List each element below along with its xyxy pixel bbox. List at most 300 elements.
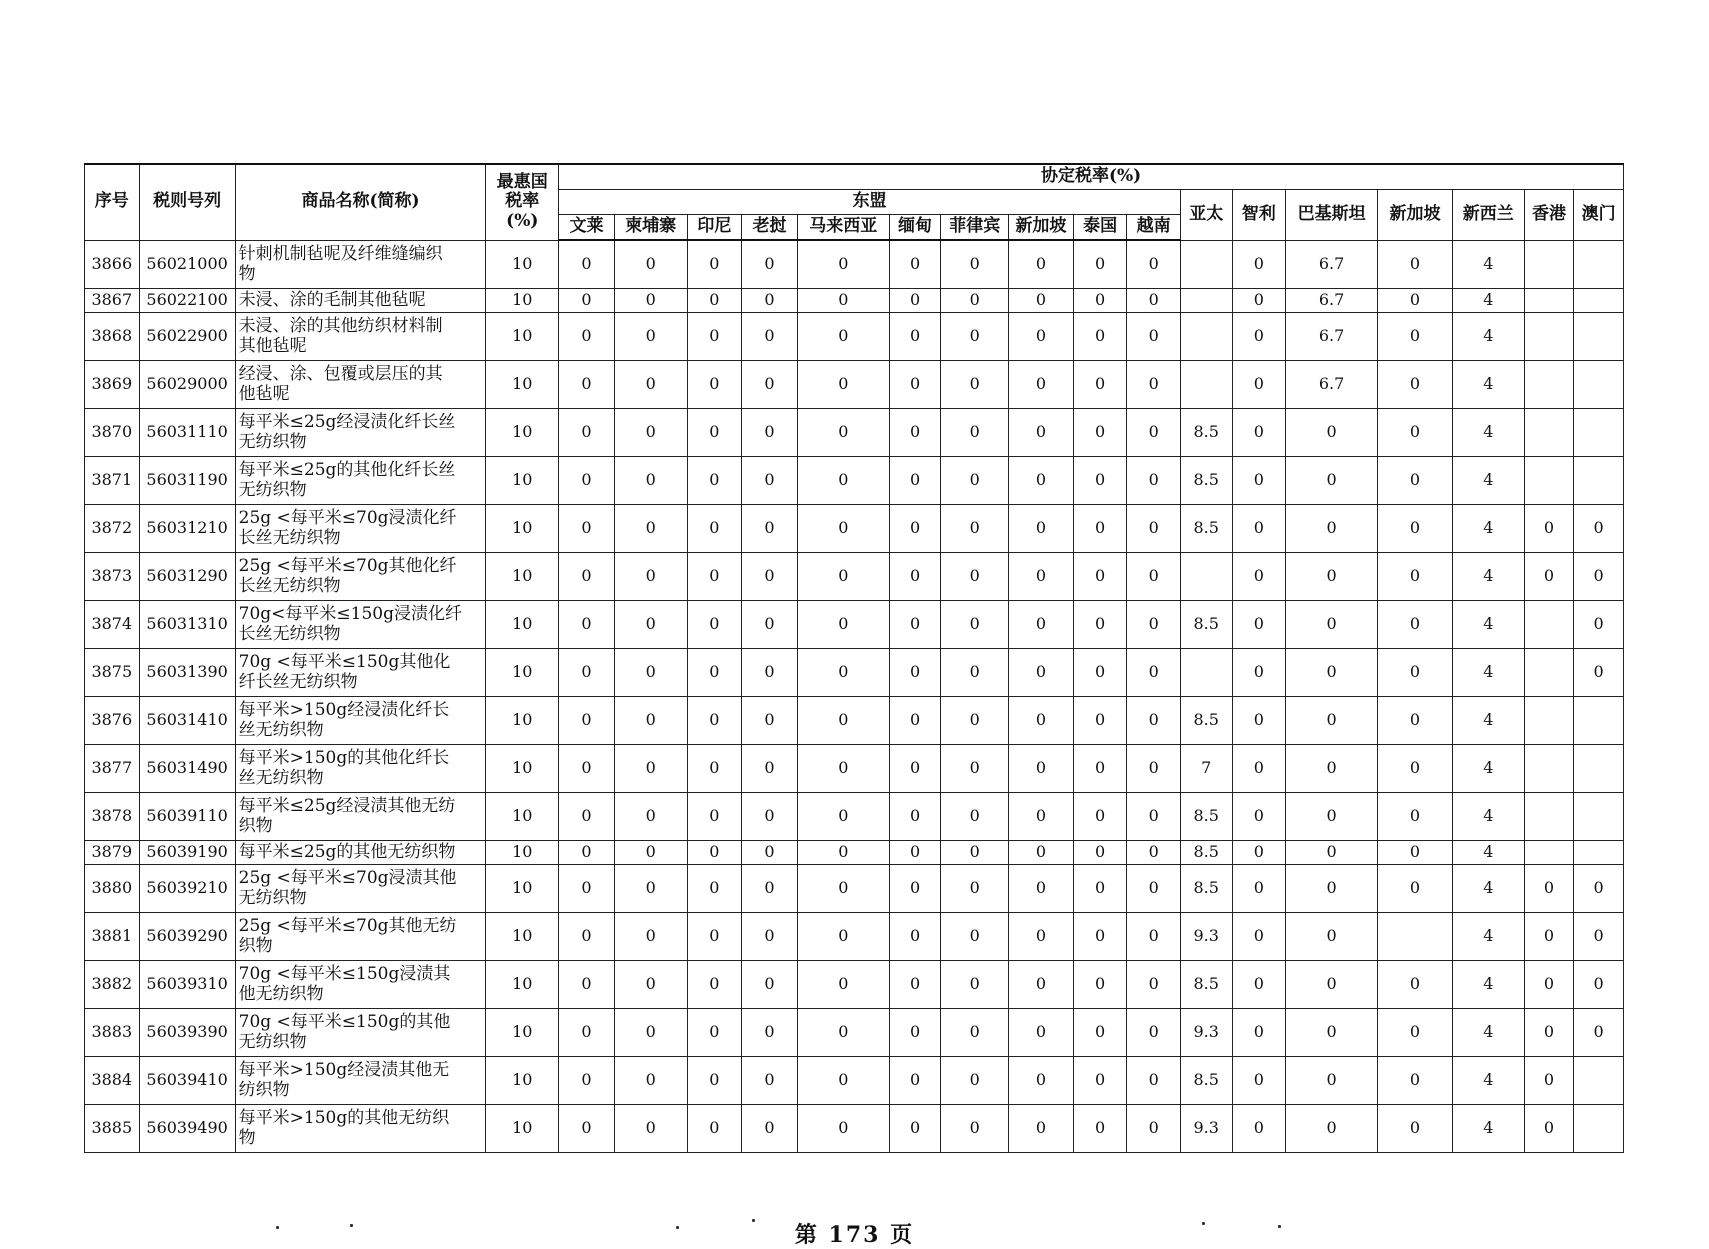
mfn-rate-cell: 10 [486, 600, 559, 648]
table-row [85, 288, 1624, 312]
agreed-rate-cell [1574, 1056, 1624, 1104]
agreed-rate-cell: 0 [941, 912, 1009, 960]
agreed-rate-cell: 0 [1574, 960, 1624, 1008]
code-cell: 56039310 [139, 960, 235, 1008]
seq-cell: 3883 [85, 1008, 140, 1056]
agreed-rate-cell: 0 [559, 696, 615, 744]
agreed-rate-cell: 0 [559, 1104, 615, 1152]
agreed-rate-cell: 0 [1286, 600, 1378, 648]
agreed-rate-cell: 0 [1286, 792, 1378, 840]
agreed-rate-cell: 0 [1073, 792, 1127, 840]
agreed-rate-cell: 8.5 [1180, 456, 1232, 504]
agreed-rate-cell: 4 [1452, 744, 1524, 792]
agreed-rate-cell: 0 [1009, 1056, 1074, 1104]
name-line: 每平米>150g的其他化纤长 [238, 747, 450, 768]
mfn-header-line: 税率 [505, 191, 540, 212]
agreed-rate-cell: 0 [1232, 288, 1286, 312]
name-cell [235, 504, 486, 552]
agreed-rate-cell: 4 [1452, 960, 1524, 1008]
agreed-rate-cell: 0 [687, 648, 742, 696]
table-row [85, 1056, 1624, 1104]
agreed-rate-cell: 0 [687, 864, 742, 912]
agreed-rate-cell: 4 [1452, 408, 1524, 456]
seq-cell: 3867 [85, 288, 140, 312]
col-header-other: 亚太 [1180, 190, 1232, 241]
agreed-rate-cell: 0 [687, 360, 742, 408]
agreed-rate-cell: 4 [1452, 840, 1524, 864]
name-cell [235, 288, 486, 312]
name-line: 织物 [238, 816, 273, 836]
agreed-rate-cell [1574, 744, 1624, 792]
agreed-rate-cell: 8.5 [1180, 864, 1232, 912]
agreed-rate-cell: 4 [1452, 1104, 1524, 1152]
agreed-rate-cell: 0 [742, 1056, 798, 1104]
agreed-rate-cell: 0 [1286, 504, 1378, 552]
agreed-rate-cell: 0 [1009, 696, 1074, 744]
agreed-rate-cell: 0 [797, 240, 889, 288]
tariff-rate-table [84, 163, 1624, 1153]
code-cell: 56039210 [139, 864, 235, 912]
agreed-rate-cell: 7 [1180, 744, 1232, 792]
agreed-rate-cell: 0 [1378, 240, 1453, 288]
agreed-rate-cell: 0 [1073, 408, 1127, 456]
agreed-rate-cell: 0 [742, 792, 798, 840]
col-header-asean-member: 菲律宾 [941, 215, 1009, 241]
seq-cell: 3870 [85, 408, 140, 456]
agreed-rate-cell: 0 [1009, 504, 1074, 552]
agreed-rate-cell: 0 [1524, 504, 1574, 552]
agreed-rate-cell: 0 [797, 1008, 889, 1056]
code-cell: 56021000 [139, 240, 235, 288]
agreed-rate-cell: 0 [1127, 1056, 1181, 1104]
agreed-rate-cell: 0 [797, 504, 889, 552]
agreed-rate-cell: 0 [614, 840, 687, 864]
agreed-rate-cell: 0 [797, 552, 889, 600]
table-row [85, 864, 1624, 912]
agreed-rate-cell: 0 [1524, 1056, 1574, 1104]
mfn-rate-cell: 10 [486, 864, 559, 912]
agreed-rate-cell: 0 [889, 744, 941, 792]
agreed-rate-cell: 0 [1524, 864, 1574, 912]
agreed-rate-cell: 0 [559, 1056, 615, 1104]
agreed-rate-cell: 0 [1073, 456, 1127, 504]
agreed-rate-cell: 0 [1232, 744, 1286, 792]
table-row [85, 960, 1624, 1008]
agreed-rate-cell: 0 [1286, 960, 1378, 1008]
agreed-rate-cell: 0 [1127, 912, 1181, 960]
agreed-rate-cell: 0 [559, 456, 615, 504]
agreed-rate-cell: 0 [797, 1104, 889, 1152]
agreed-rate-cell: 0 [1524, 912, 1574, 960]
code-cell: 56031190 [139, 456, 235, 504]
agreed-rate-cell: 0 [559, 744, 615, 792]
agreed-rate-cell: 0 [687, 504, 742, 552]
table-row [85, 1104, 1624, 1152]
agreed-rate-cell: 4 [1452, 360, 1524, 408]
agreed-rate-cell [1180, 648, 1232, 696]
name-line: 物 [238, 264, 256, 284]
code-cell: 56031290 [139, 552, 235, 600]
agreed-rate-cell: 0 [941, 648, 1009, 696]
mfn-rate-cell: 10 [486, 840, 559, 864]
agreed-rate-cell: 0 [742, 744, 798, 792]
mfn-header-line: 最惠国 [496, 171, 548, 192]
agreed-rate-cell: 0 [797, 360, 889, 408]
agreed-rate-cell: 0 [559, 1008, 615, 1056]
agreed-rate-cell: 6.7 [1286, 240, 1378, 288]
agreed-rate-cell: 0 [1286, 744, 1378, 792]
agreed-rate-cell: 0 [797, 744, 889, 792]
name-line: 70g <每平米≤150g其他化 [238, 651, 451, 672]
name-line: 无纺织物 [238, 888, 307, 908]
agreed-rate-cell: 0 [1127, 1008, 1181, 1056]
agreed-rate-cell [1180, 552, 1232, 600]
code-cell: 56022900 [139, 312, 235, 360]
agreed-rate-cell: 0 [1127, 648, 1181, 696]
name-cell [235, 552, 486, 600]
agreed-rate-cell: 0 [1524, 1008, 1574, 1056]
agreed-rate-cell: 0 [1378, 360, 1453, 408]
col-header-asean-member: 文莱 [559, 215, 615, 241]
agreed-rate-cell: 4 [1452, 1008, 1524, 1056]
name-cell [235, 312, 486, 360]
agreed-rate-cell: 0 [941, 360, 1009, 408]
code-cell: 56039110 [139, 792, 235, 840]
agreed-rate-cell: 0 [1127, 408, 1181, 456]
agreed-rate-cell: 0 [1286, 648, 1378, 696]
agreed-rate-cell: 0 [687, 288, 742, 312]
mfn-rate-cell: 10 [486, 1056, 559, 1104]
agreed-rate-cell: 0 [1286, 696, 1378, 744]
name-line: 每平米≤25g的其他化纤长丝 [238, 459, 456, 480]
agreed-rate-cell: 8.5 [1180, 792, 1232, 840]
agreed-rate-cell: 0 [559, 240, 615, 288]
agreed-rate-cell: 0 [687, 312, 742, 360]
code-cell: 56031310 [139, 600, 235, 648]
name-line: 纤长丝无纺织物 [238, 672, 358, 692]
agreed-rate-cell: 0 [1232, 360, 1286, 408]
agreed-rate-cell: 4 [1452, 240, 1524, 288]
name-cell [235, 840, 486, 864]
agreed-rate-cell: 4 [1452, 288, 1524, 312]
agreed-rate-cell [1524, 792, 1574, 840]
agreed-rate-cell: 0 [1009, 240, 1074, 288]
agreed-rate-cell: 0 [687, 696, 742, 744]
agreed-rate-cell: 0 [1127, 288, 1181, 312]
name-line: 25g <每平米≤70g其他无纺 [238, 915, 457, 936]
agreed-rate-cell [1180, 312, 1232, 360]
table-row [85, 240, 1624, 288]
agreed-rate-cell: 0 [1009, 1104, 1074, 1152]
agreed-rate-cell: 0 [889, 792, 941, 840]
agreed-rate-cell: 6.7 [1286, 360, 1378, 408]
agreed-rate-cell: 0 [687, 912, 742, 960]
agreed-rate-cell: 0 [797, 864, 889, 912]
agreed-rate-cell [1524, 456, 1574, 504]
agreed-rate-cell: 4 [1452, 600, 1524, 648]
name-line: 25g <每平米≤70g其他化纤 [238, 555, 457, 576]
agreed-rate-cell: 0 [1232, 600, 1286, 648]
agreed-rate-cell: 0 [687, 744, 742, 792]
agreed-rate-cell [1574, 360, 1624, 408]
col-header-asean-member: 缅甸 [889, 215, 941, 241]
code-cell: 56031390 [139, 648, 235, 696]
agreed-rate-cell: 0 [1009, 312, 1074, 360]
agreed-rate-cell: 0 [559, 912, 615, 960]
agreed-rate-cell [1180, 288, 1232, 312]
agreed-rate-cell: 0 [614, 240, 687, 288]
agreed-rate-cell: 0 [1232, 240, 1286, 288]
agreed-rate-cell [1524, 360, 1574, 408]
agreed-rate-cell: 0 [1127, 600, 1181, 648]
agreed-rate-cell: 0 [1378, 1056, 1453, 1104]
agreed-rate-cell: 0 [1286, 1056, 1378, 1104]
agreed-rate-cell: 0 [742, 552, 798, 600]
mfn-rate-cell: 10 [486, 288, 559, 312]
agreed-rate-cell: 0 [1009, 960, 1074, 1008]
agreed-rate-cell: 0 [1073, 552, 1127, 600]
agreed-rate-cell: 4 [1452, 552, 1524, 600]
seq-cell: 3879 [85, 840, 140, 864]
seq-cell: 3868 [85, 312, 140, 360]
agreed-rate-cell: 0 [941, 312, 1009, 360]
code-cell: 56031210 [139, 504, 235, 552]
agreed-rate-cell: 0 [1232, 648, 1286, 696]
agreed-rate-cell: 0 [1073, 864, 1127, 912]
agreed-rate-cell [1524, 696, 1574, 744]
agreed-rate-cell: 0 [1127, 744, 1181, 792]
agreed-rate-cell: 0 [941, 600, 1009, 648]
agreed-rate-cell [1574, 696, 1624, 744]
name-line: 经浸、涂、包覆或层压的其 [238, 363, 443, 384]
seq-cell: 3885 [85, 1104, 140, 1152]
agreed-rate-cell: 0 [1009, 1008, 1074, 1056]
col-header-other: 香港 [1524, 190, 1574, 241]
mfn-rate-cell: 10 [486, 648, 559, 696]
name-line: 丝无纺织物 [238, 768, 324, 788]
mfn-rate-cell: 10 [486, 912, 559, 960]
agreed-rate-cell: 4 [1452, 864, 1524, 912]
agreed-rate-cell [1524, 288, 1574, 312]
agreed-rate-cell: 0 [941, 1008, 1009, 1056]
mfn-rate-cell: 10 [486, 408, 559, 456]
agreed-rate-cell: 0 [614, 912, 687, 960]
table-row [85, 648, 1624, 696]
agreed-rate-cell: 0 [1073, 1008, 1127, 1056]
agreed-rate-cell: 0 [1127, 960, 1181, 1008]
agreed-rate-cell: 0 [559, 792, 615, 840]
col-header-asean-member: 老挝 [742, 215, 798, 241]
agreed-rate-cell: 0 [1378, 696, 1453, 744]
agreed-rate-cell [1574, 456, 1624, 504]
col-header-other: 新西兰 [1452, 190, 1524, 241]
name-line: 25g <每平米≤70g浸渍其他 [238, 867, 457, 888]
agreed-rate-cell: 0 [742, 600, 798, 648]
name-line: 70g<每平米≤150g浸渍化纤 [238, 603, 462, 624]
agreed-rate-cell: 0 [687, 1104, 742, 1152]
agreed-rate-cell: 0 [614, 1104, 687, 1152]
table-row [85, 312, 1624, 360]
agreed-rate-cell: 8.5 [1180, 600, 1232, 648]
mfn-rate-cell: 10 [486, 552, 559, 600]
agreed-rate-cell: 0 [1574, 864, 1624, 912]
col-header-seq: 序号 [85, 164, 140, 240]
agreed-rate-cell: 0 [559, 864, 615, 912]
agreed-rate-cell: 0 [687, 456, 742, 504]
agreed-rate-cell [1524, 648, 1574, 696]
name-cell [235, 408, 486, 456]
seq-cell: 3869 [85, 360, 140, 408]
agreed-rate-cell: 0 [742, 840, 798, 864]
agreed-rate-cell: 0 [941, 408, 1009, 456]
col-header-asean-member: 泰国 [1073, 215, 1127, 241]
agreed-rate-cell: 0 [742, 360, 798, 408]
agreed-rate-cell [1180, 360, 1232, 408]
agreed-rate-cell: 0 [559, 504, 615, 552]
agreed-rate-cell: 0 [614, 552, 687, 600]
name-cell [235, 360, 486, 408]
agreed-rate-cell: 0 [1378, 408, 1453, 456]
agreed-rate-cell: 0 [889, 1056, 941, 1104]
agreed-rate-cell: 0 [614, 792, 687, 840]
agreed-rate-cell: 4 [1452, 312, 1524, 360]
col-header-mfn [486, 164, 559, 240]
agreed-rate-cell: 0 [1378, 600, 1453, 648]
agreed-rate-cell: 0 [797, 912, 889, 960]
agreed-rate-cell: 0 [1009, 552, 1074, 600]
agreed-rate-cell: 0 [742, 696, 798, 744]
agreed-rate-cell: 4 [1452, 696, 1524, 744]
seq-cell: 3875 [85, 648, 140, 696]
agreed-rate-cell [1180, 240, 1232, 288]
name-line: 未浸、涂的其他纺织材料制 [238, 315, 443, 336]
col-header-asean-member: 马来西亚 [797, 215, 889, 241]
code-cell: 56039490 [139, 1104, 235, 1152]
agreed-rate-cell: 0 [1073, 240, 1127, 288]
agreed-rate-cell: 0 [1378, 864, 1453, 912]
code-cell: 56029000 [139, 360, 235, 408]
agreed-rate-cell: 0 [1009, 744, 1074, 792]
agreed-rate-cell: 0 [889, 360, 941, 408]
agreed-rate-cell: 0 [1009, 864, 1074, 912]
name-cell [235, 456, 486, 504]
name-line: 无纺织物 [238, 480, 307, 500]
col-header-asean-member: 越南 [1127, 215, 1181, 241]
col-header-other: 智利 [1232, 190, 1286, 241]
agreed-rate-cell: 0 [1232, 504, 1286, 552]
name-cell [235, 744, 486, 792]
agreed-rate-cell: 0 [687, 552, 742, 600]
name-line: 无纺织物 [238, 432, 307, 452]
name-cell [235, 600, 486, 648]
agreed-rate-cell: 0 [1009, 600, 1074, 648]
name-line: 纺织物 [238, 1080, 290, 1100]
agreed-rate-cell: 0 [797, 696, 889, 744]
agreed-rate-cell: 4 [1452, 912, 1524, 960]
agreed-rate-cell: 0 [1127, 552, 1181, 600]
agreed-rate-cell: 0 [1524, 1104, 1574, 1152]
agreed-rate-cell: 0 [1073, 912, 1127, 960]
agreed-rate-cell [1524, 240, 1574, 288]
table-row [85, 456, 1624, 504]
agreed-rate-cell: 0 [1232, 1008, 1286, 1056]
agreed-rate-cell: 0 [1073, 504, 1127, 552]
agreed-rate-cell: 0 [614, 504, 687, 552]
agreed-rate-cell: 0 [1286, 1008, 1378, 1056]
agreed-rate-cell: 0 [1073, 648, 1127, 696]
agreed-rate-cell: 0 [1378, 1104, 1453, 1152]
agreed-rate-cell: 0 [1574, 912, 1624, 960]
agreed-rate-cell: 0 [889, 696, 941, 744]
agreed-rate-cell: 4 [1452, 504, 1524, 552]
name-line: 针刺机制毡呢及纤维缝编织 [238, 243, 443, 264]
mfn-rate-cell: 10 [486, 792, 559, 840]
agreed-rate-cell: 0 [889, 840, 941, 864]
agreed-rate-cell: 0 [889, 456, 941, 504]
agreed-rate-cell: 0 [797, 648, 889, 696]
mfn-rate-cell: 10 [486, 1008, 559, 1056]
agreed-rate-cell: 0 [1232, 1056, 1286, 1104]
agreed-rate-cell: 0 [559, 360, 615, 408]
agreed-rate-cell: 0 [559, 648, 615, 696]
agreed-rate-cell: 0 [797, 408, 889, 456]
seq-cell: 3871 [85, 456, 140, 504]
agreed-rate-cell: 0 [941, 792, 1009, 840]
name-cell [235, 1008, 486, 1056]
agreed-rate-cell [1574, 408, 1624, 456]
mfn-rate-cell: 10 [486, 696, 559, 744]
agreed-rate-cell: 0 [1232, 864, 1286, 912]
agreed-rate-cell: 0 [614, 456, 687, 504]
name-line: 其他毡呢 [238, 336, 307, 356]
agreed-rate-cell: 0 [1073, 360, 1127, 408]
name-line: 织物 [238, 936, 273, 956]
name-cell [235, 864, 486, 912]
agreed-rate-cell: 0 [1073, 744, 1127, 792]
agreed-rate-cell: 0 [559, 960, 615, 1008]
agreed-rate-cell: 0 [1232, 552, 1286, 600]
agreed-rate-cell: 0 [889, 288, 941, 312]
name-line: 25g <每平米≤70g浸渍化纤 [238, 507, 457, 528]
name-line: 每平米≤25g经浸渍化纤长丝 [238, 411, 456, 432]
agreed-rate-cell: 0 [1524, 960, 1574, 1008]
agreed-rate-cell: 8.5 [1180, 696, 1232, 744]
agreed-rate-cell: 4 [1452, 1056, 1524, 1104]
agreed-rate-cell: 0 [1073, 840, 1127, 864]
agreed-rate-cell: 0 [687, 408, 742, 456]
name-line: 他无纺织物 [238, 984, 324, 1004]
name-line: 每平米>150g经浸渍化纤长 [238, 699, 450, 720]
name-line: 每平米≤25g经浸渍其他无纺 [238, 795, 456, 816]
name-line: 丝无纺织物 [238, 720, 324, 740]
agreed-rate-cell: 4 [1452, 792, 1524, 840]
agreed-rate-cell: 0 [614, 288, 687, 312]
agreed-rate-cell: 8.5 [1180, 960, 1232, 1008]
seq-cell: 3884 [85, 1056, 140, 1104]
name-cell [235, 1056, 486, 1104]
agreed-rate-cell: 0 [797, 1056, 889, 1104]
col-header-asean-member: 新加坡 [1009, 215, 1074, 241]
col-header-asean-member: 印尼 [687, 215, 742, 241]
agreed-rate-cell [1574, 1104, 1624, 1152]
agreed-rate-cell: 0 [889, 648, 941, 696]
page-number: 第 173 页 [794, 1222, 915, 1248]
agreed-rate-cell: 0 [1232, 312, 1286, 360]
agreed-rate-cell: 0 [614, 600, 687, 648]
code-cell: 56039290 [139, 912, 235, 960]
agreed-rate-cell: 0 [1232, 696, 1286, 744]
agreed-rate-cell: 0 [1378, 288, 1453, 312]
